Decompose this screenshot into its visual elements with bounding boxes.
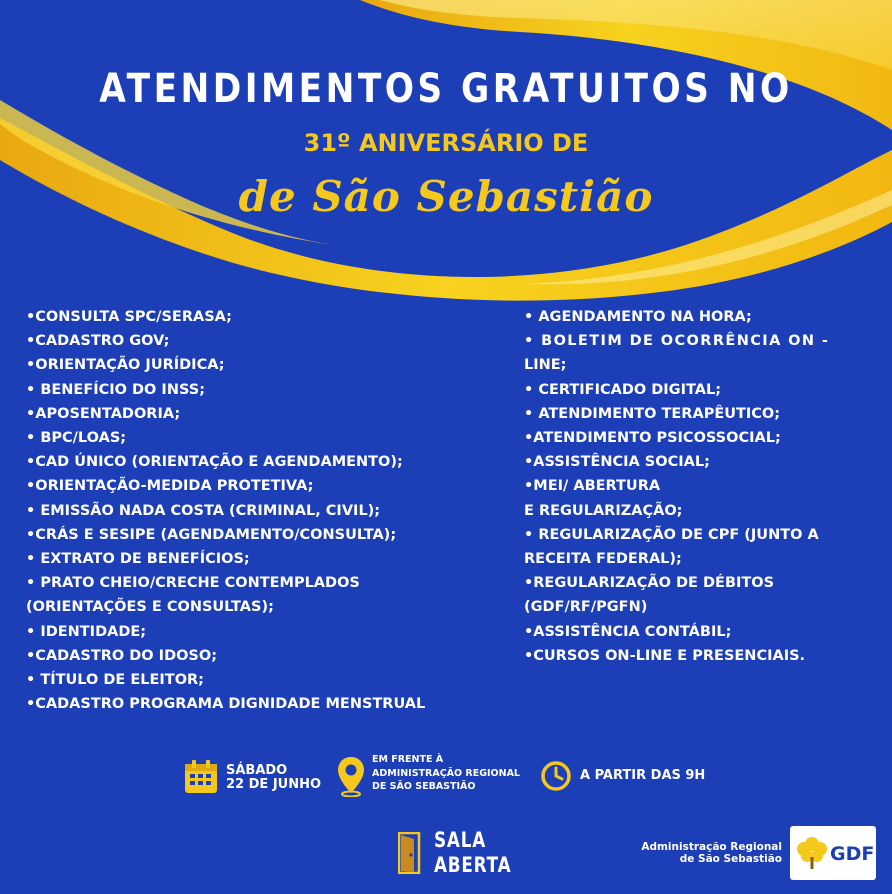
logo-word-aberta: ABERTA: [434, 853, 512, 877]
list-item: • REGULARIZAÇÃO DE CPF (JUNTO A: [524, 526, 819, 543]
administration-label: [640, 841, 782, 865]
list-item: • BENEFÍCIO DO INSS;: [26, 381, 205, 398]
services-list-left: [26, 305, 425, 716]
admin-line-1: Administração Regional: [641, 841, 782, 853]
logo-word-sala: SALA: [434, 828, 487, 852]
admin-line-2: de São Sebastião: [679, 853, 782, 865]
sala-aberta-logo: [394, 826, 524, 884]
ipe-tree-icon: [795, 835, 829, 871]
list-item: • CERTIFICADO DIGITAL;: [524, 381, 721, 398]
clock-icon: [540, 760, 572, 792]
list-item: •APOSENTADORIA;: [26, 405, 181, 422]
list-item: •ATENDIMENTO PSICOSSOCIAL;: [524, 430, 781, 447]
list-item: E REGULARIZAÇÃO;: [524, 502, 683, 519]
list-item: •ORIENTAÇÃO JURÍDICA;: [26, 357, 225, 374]
list-item: •MEI/ ABERTURA: [524, 478, 661, 495]
list-item: (GDF/RF/PGFN): [524, 599, 648, 616]
list-item: •CAD ÚNICO (ORIENTAÇÃO E AGENDAMENTO);: [26, 454, 403, 471]
event-time: A PARTIR DAS 9H: [580, 768, 706, 783]
location-line-1: EM FRENTE À: [372, 754, 444, 765]
list-item: • TÍTULO DE ELEITOR;: [26, 672, 204, 689]
event-date: 22 DE JUNHO: [226, 777, 322, 792]
door-icon: [398, 832, 422, 874]
list-item: •CADASTRO DO IDOSO;: [26, 647, 217, 664]
services-list-right: [524, 305, 829, 668]
location-line-2: ADMINISTRAÇÃO REGIONAL: [372, 767, 520, 779]
list-item: •ASSISTÊNCIA SOCIAL;: [524, 454, 710, 471]
list-item: • PRATO CHEIO/CRECHE CONTEMPLADOS: [26, 575, 360, 592]
list-item: LINE;: [524, 357, 567, 374]
list-item: RECEITA FEDERAL);: [524, 551, 682, 568]
list-item: •ASSISTÊNCIA CONTÁBIL;: [524, 623, 732, 640]
location-line-3: DE SÃO SEBASTIÃO: [372, 781, 476, 792]
list-item: •CURSOS ON-LINE E PRESENCIAIS.: [524, 647, 806, 664]
calendar-icon: [183, 759, 219, 795]
list-item: • EXTRATO DE BENEFÍCIOS;: [26, 551, 250, 568]
gdf-wordmark: GDF: [830, 843, 875, 865]
list-item: •REGULARIZAÇÃO DE DÉBITOS: [524, 575, 775, 592]
headline: ATENDIMENTOS GRATUITOS NO: [99, 66, 793, 112]
anniversary-subtitle: 31º ANIVERSÁRIO DE: [303, 129, 589, 157]
list-item: •CADASTRO GOV;: [26, 333, 170, 350]
list-item: • IDENTIDADE;: [26, 623, 147, 640]
list-item: •CONSULTA SPC/SERASA;: [26, 309, 232, 325]
list-item: •ORIENTAÇÃO-MEDIDA PROTETIVA;: [26, 478, 314, 495]
city-name: de São Sebastião: [238, 172, 654, 221]
list-item: •CADASTRO PROGRAMA DIGNIDADE MENSTRUAL: [26, 696, 426, 713]
list-item: • BOLETIM DE OCORRÊNCIA ON -: [524, 333, 830, 350]
list-item: • EMISSÃO NADA COSTA (CRIMINAL, CIVIL);: [26, 502, 381, 519]
list-item: (ORIENTAÇÕES E CONSULTAS);: [26, 599, 274, 616]
list-item: •CRÁS E SESIPE (AGENDAMENTO/CONSULTA);: [26, 526, 397, 543]
location-pin-icon: [334, 755, 368, 797]
event-day: SÁBADO: [226, 763, 288, 778]
gdf-logo: [790, 826, 876, 880]
list-item: • ATENDIMENTO TERAPÊUTICO;: [524, 405, 781, 422]
event-info-bar: [0, 752, 892, 802]
list-item: • AGENDAMENTO NA HORA;: [524, 309, 752, 325]
list-item: • BPC/LOAS;: [26, 430, 127, 447]
